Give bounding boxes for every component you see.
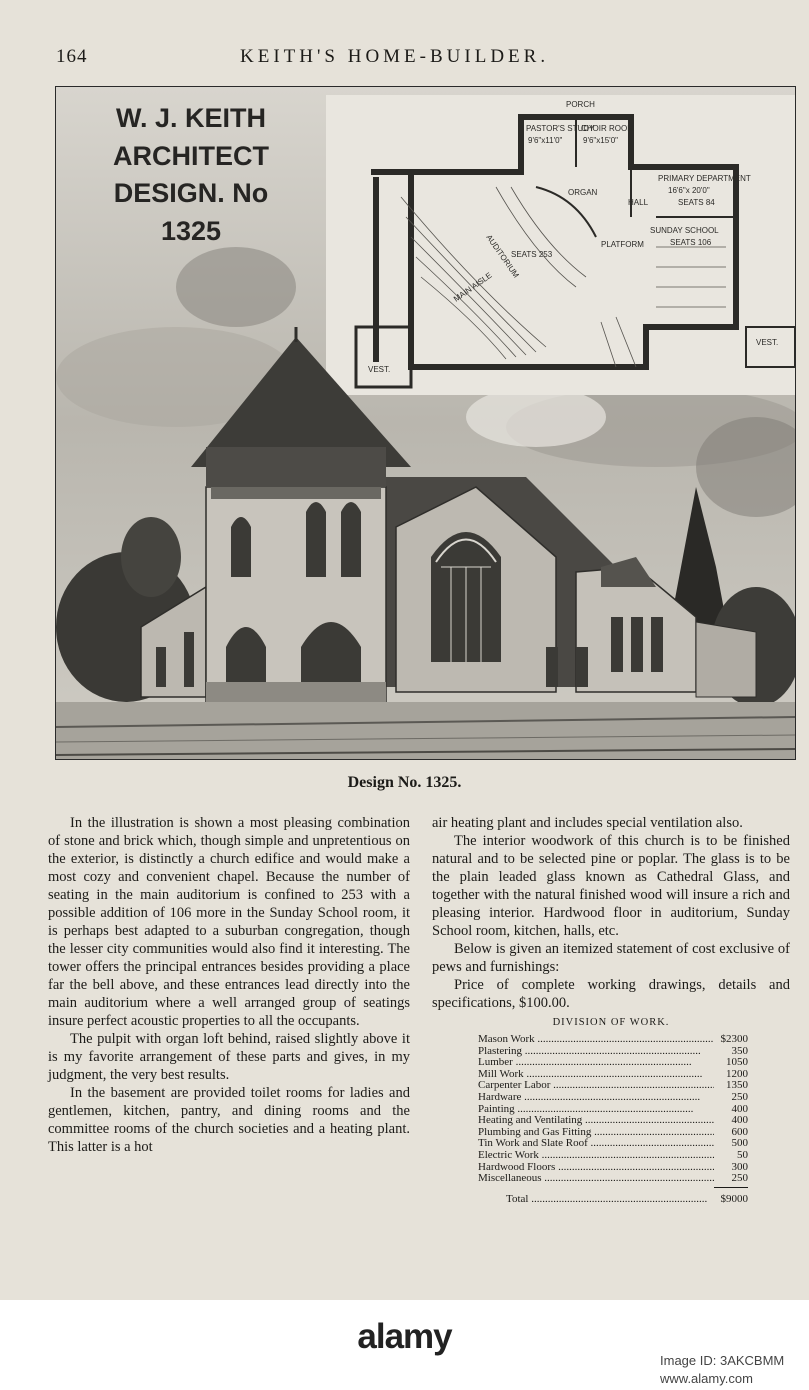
cost-table <box>478 1034 748 1205</box>
cost-item-amount: 250 <box>731 1090 748 1103</box>
cost-row <box>478 1150 748 1162</box>
cost-item-label: Electric Work ..... <box>478 1150 714 1162</box>
cost-item-label: Painting ..... <box>478 1104 714 1116</box>
plan-label-hall: HALL <box>628 198 649 207</box>
plan-label-porch: PORCH <box>566 100 595 109</box>
plan-label-sunday-school: SUNDAY SCHOOL <box>650 226 719 235</box>
plan-label-primary-size: 16'6"x 20'0" <box>668 186 710 195</box>
page-number: 164 <box>56 46 88 67</box>
plan-label-main-aisle: MAIN AISLE <box>451 270 494 304</box>
architect-role: ARCHITECT <box>113 141 269 171</box>
cost-item-amount: 400 <box>731 1102 748 1115</box>
cost-item-amount: 1350 <box>726 1079 748 1092</box>
cost-row <box>478 1080 748 1092</box>
paragraph: In the illustration is shown a most pleasing combination of stone and brick which, though simple and unpretentious on the exterior, is distinctly a church edifice and would make a most cozy and convenient chapel. Because the number of seating in the main auditorium is confined to 253 with a possible addition of 106 more in the Sunday School room, it is perhaps best adapted to a suburban congregation, though the lesser city communities would also find it interesting. The tower offers the principal entrances besides providing a place far the bell above, and these entrances lead directly into the main auditorium where a well arranged group of seatings insure perfect acoustic properties to all the occupants. <box>48 815 410 1029</box>
cost-row <box>478 1162 748 1174</box>
plan-label-choir-room-size: 9'6"x15'0" <box>583 136 618 145</box>
cost-item-label: Mason Work ..... <box>478 1034 714 1046</box>
stock-url: www.alamy.com <box>660 1371 753 1386</box>
cost-item-label: Plastering ..... <box>478 1046 714 1058</box>
cost-heading: DIVISION OF WORK. <box>552 1017 670 1028</box>
cost-item-label: Miscellaneous ..... <box>478 1173 714 1185</box>
cost-row <box>478 1138 748 1150</box>
stock-logo: alamy <box>357 1317 452 1356</box>
cost-total-label: Total ..... <box>478 1194 714 1206</box>
stock-image-id: Image ID: 3AKCBMM <box>660 1353 785 1368</box>
right-column <box>432 814 790 1205</box>
cost-row <box>478 1115 748 1127</box>
cost-item-amount: $2300 <box>720 1033 748 1045</box>
cost-item-amount: 400 <box>731 1114 748 1127</box>
cost-row <box>478 1069 748 1081</box>
figure-caption: Design No. 1325. <box>347 774 462 791</box>
cost-row <box>478 1173 748 1185</box>
plan-label-auditorium-seats: SEATS 253 <box>511 250 553 259</box>
plan-label-choir-room: CHOIR ROOM <box>581 124 634 133</box>
plan-label-organ: ORGAN <box>568 188 598 197</box>
cost-item-label: Lumber ..... <box>478 1057 714 1069</box>
cost-item-label: Carpenter Labor ..... <box>478 1080 714 1092</box>
plan-label-primary-seats: SEATS 84 <box>678 198 715 207</box>
paragraph: In the basement are provided toilet rooms for ladies and gentlemen, kitchen, pantry, and dining rooms and the committee rooms of the church societies and a heating plant. This latter is a hot <box>48 1085 410 1155</box>
plan-label-vestibule-right: VEST. <box>756 338 779 347</box>
cost-item-amount: 250 <box>731 1172 748 1185</box>
cost-item-amount: 1050 <box>726 1056 748 1069</box>
total-rule <box>714 1187 748 1188</box>
design-label: DESIGN. No <box>113 178 269 208</box>
cost-item-amount: 1200 <box>726 1067 748 1080</box>
plan-label-pastors-study-size: 9'6"x11'0" <box>528 136 563 145</box>
paragraph-continuation: air heating plant and includes special ventilation also. <box>432 815 743 831</box>
paragraph: The pulpit with organ loft behind, raised slightly above it is my favorite arrangement of these parts and gives, in my judgment, the very best results. <box>48 1031 410 1083</box>
running-title: KEITH'S HOME-BUILDER. <box>240 46 550 67</box>
cost-item-amount: 50 <box>737 1148 748 1161</box>
cost-item-label: Hardwood Floors ..... <box>478 1162 714 1174</box>
plan-label-platform: PLATFORM <box>601 240 644 249</box>
paragraph: Price of complete working drawings, details and specifications, $100.00. <box>432 977 790 1011</box>
cost-item-amount: 350 <box>731 1044 748 1057</box>
design-number: 1325 <box>160 216 222 246</box>
cost-row <box>478 1034 748 1046</box>
cost-row <box>478 1057 748 1069</box>
cost-row <box>478 1104 748 1116</box>
ground <box>56 702 795 759</box>
plan-label-sunday-school-seats: SEATS 106 <box>670 238 712 247</box>
paragraph: The interior woodwork of this church is to be finished natural and to be selected pine or poplar. The glass is to be the plain leaded glass known as Cathedral Glass, and together with the natural finished wood will insure a rich and pleasing interior. Hardwood floor in auditorium, Sunday School room, kitchen, halls, etc. <box>432 833 790 939</box>
cost-item-amount: 300 <box>731 1160 748 1173</box>
architect-name: W. J. KEITH <box>115 103 267 133</box>
cost-row <box>478 1092 748 1104</box>
plan-label-primary: PRIMARY DEPARTMENT <box>658 174 751 183</box>
illustration-plate <box>55 86 796 760</box>
plan-label-vestibule-left: VEST. <box>368 365 391 374</box>
left-column <box>48 814 410 1156</box>
cost-item-amount: 600 <box>731 1125 748 1138</box>
cost-total-row <box>478 1194 748 1206</box>
cost-item-label: Mill Work ..... <box>478 1069 714 1081</box>
cost-item-label: Tin Work and Slate Roof ..... <box>478 1138 714 1150</box>
cost-item-amount: 500 <box>731 1137 748 1150</box>
cost-item-label: Hardware ..... <box>478 1092 714 1104</box>
plan-label-auditorium: AUDITORIUM <box>484 232 521 280</box>
cost-row <box>478 1046 748 1058</box>
cost-item-label: Heating and Ventilating ..... <box>478 1115 714 1127</box>
cost-item-label: Plumbing and Gas Fitting ..... <box>478 1127 714 1139</box>
cost-row <box>478 1127 748 1139</box>
paragraph: Below is given an itemized statement of cost exclusive of pews and furnishings: <box>432 941 790 975</box>
plan-label-pastors-study: PASTOR'S STUDY <box>526 124 595 133</box>
cost-total-amount: $9000 <box>720 1192 748 1205</box>
